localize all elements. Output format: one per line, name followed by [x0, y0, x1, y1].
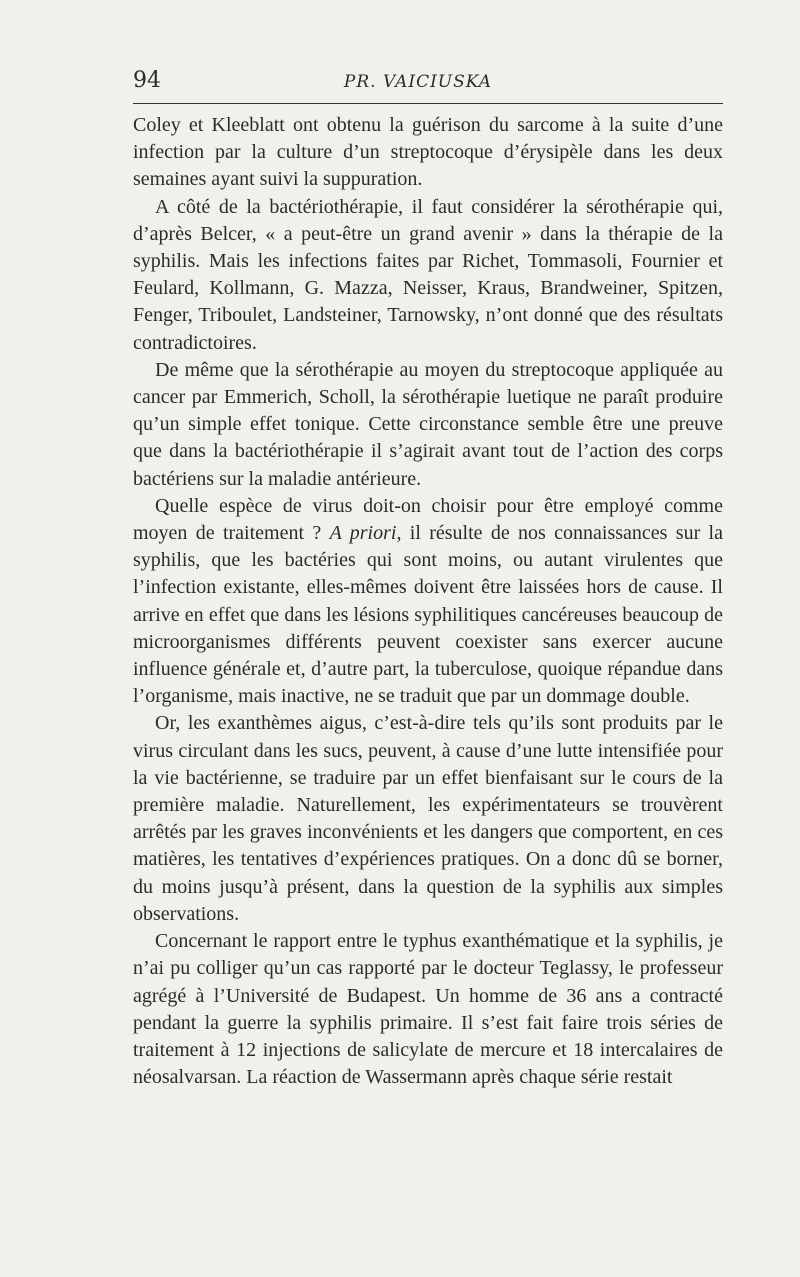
running-head: PR. VAICIUSKA	[343, 72, 493, 92]
paragraph-3: De même que la sérothérapie au moyen du streptocoque appliquée au cancer par Emmerich, Scholl, la sérothérapie luetique ne paraît produire qu’un simple effet tonique. Cette circonstance semble être une preuve que dans la bactériothérapie il s’agirait avant tout de l’action des corps bactériens sur la maladie antérieure.	[133, 358, 723, 490]
paragraph-1: Coley et Kleeblatt ont obtenu la guérison du sarcome à la suite d’une infection par la culture d’un streptocoque d’érysipèle dans les deux semaines ayant suivi la suppuration.	[133, 114, 723, 191]
paragraph-6: Concernant le rapport entre le typhus exanthématique et la syphilis, je n’ai pu colliger qu’un cas rapporté par le docteur Teglassy, le professeur agrégé à l’Université de Budapest. Un homme de 36 ans a contracté pendant la guerre la syphilis primaire. Il s’est fait faire trois séries de traitement à 12 injections de salicylate de mercure et 18 intercalaires de néosalvarsan. La réaction de Wassermann après chaque série restait	[133, 930, 723, 1089]
page-number: 94	[133, 68, 161, 93]
paragraph-4-text-end: , il résulte de nos connaissances sur la syphilis, que les bactéries qui sont moins, ou autant virulentes que l’infection existante, elles-mêmes doivent être laissées hors de cause. Il arrive en effet que dans les lésions syphilitiques cancéreuses beaucoup de microorganismes différents peuvent coexister sans exercer aucune influence générale et, d’autre part, la tuberculose, quoique répandue dans l’organisme, mais inactive, ne se traduit que par un dommage double.	[133, 522, 723, 708]
paragraph-2: A côté de la bactériothérapie, il faut considérer la sérothérapie qui, d’après Belcer, « a peut-être un grand avenir » dans la thérapie de la syphilis. Mais les infections faites par Richet, Tommasoli, Fournier et Feulard, Kollmann, G. Mazza, Neisser, Kraus, Brandweiner, Spitzen, Fenger, Triboulet, Landsteiner, Tarnowsky, n’ont donné que des résultats contradictoires.	[133, 195, 723, 354]
paragraph-4-italic: A priori	[329, 522, 397, 545]
paragraph-5: Or, les exanthèmes aigus, c’est-à-dire tels qu’ils sont produits par le virus circulant dans les sucs, peuvent, à cause d’une lutte intensifiée pour la vie bactérienne, se traduire par un effet bienfaisant sur le cours de la première maladie. Naturellement, les expérimentateurs se trouvèrent arrêtés par les graves inconvénients et les dangers que comportent, en ces matières, les tentatives d’expériences pratiques. On a donc dû se borner, du moins jusqu’à présent, dans la question de la syphilis aux simples observations.	[133, 712, 723, 925]
body-text	[133, 112, 723, 1091]
paragraph-4-text-start: Quelle espèce de virus doit-on choisir pour être employé comme moyen de traitement ?	[133, 494, 723, 545]
header-rule	[133, 103, 723, 104]
page-header	[133, 64, 723, 104]
paragraph-4	[133, 493, 723, 711]
